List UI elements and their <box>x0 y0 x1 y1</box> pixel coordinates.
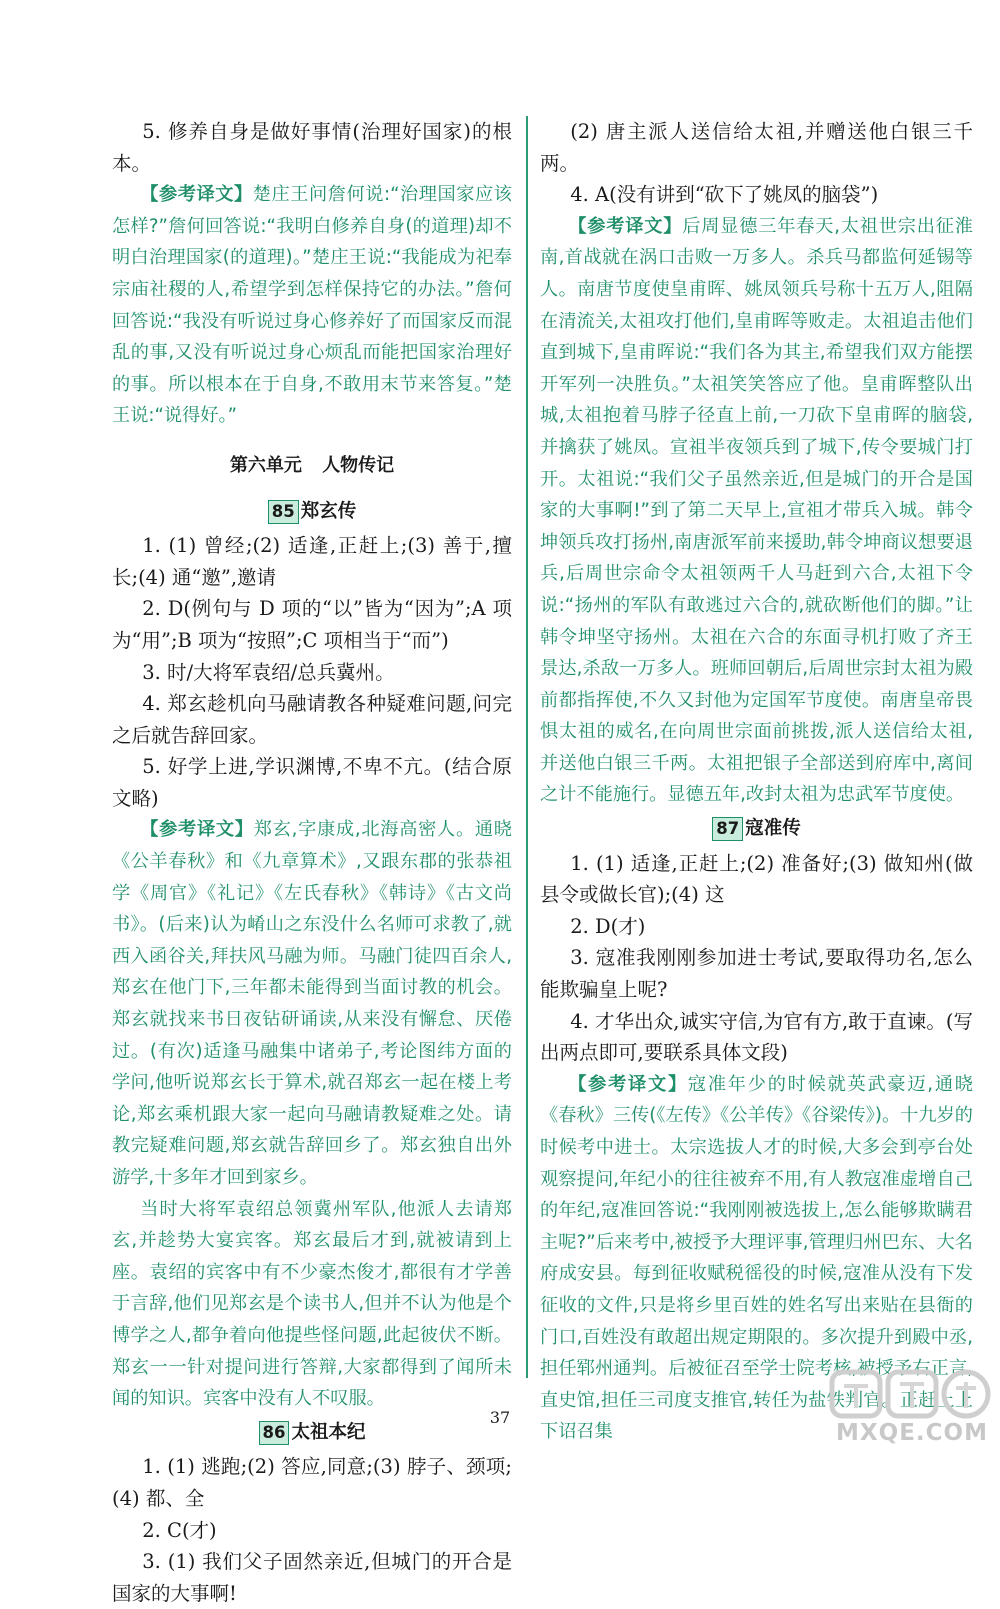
answer-item: (2) 唐主派人送信给太祖,并赠送他白银三千两。 <box>540 120 973 175</box>
section-heading-85 <box>112 496 512 528</box>
reference-translation <box>112 179 512 432</box>
reference-translation <box>540 211 973 811</box>
right-column <box>540 116 973 1448</box>
answer-item: 5. 好学上进,学识渊博,不卑不亢。(结合原文略) <box>112 755 512 810</box>
section-title: 寇准传 <box>745 818 801 840</box>
section-number-badge: 87 <box>712 817 743 841</box>
answer-item: 3. (1) 我们父子固然亲近,但城门的开合是国家的大事啊! <box>112 1550 512 1605</box>
answer-item: 4. 才华出众,诚实守信,为官有方,敢于直谏。(写出两点即可,要联系具体文段) <box>540 1009 973 1065</box>
translation-tag: 【参考译文】 <box>140 819 254 841</box>
translation-text: 楚庄王问詹何说:“治理国家应该怎样?”詹何回答说:“我明白修养自身(的道理)却不明白治理国家(的道理)。”楚庄王说:“我能成为祀奉宗庙社稷的人,希望学到怎样保持它的办法。”詹何回答说:“我没有听说过身心修养好了而国家反而混乱的事,又没有听说过身心烦乱而能把国家治理好的事。所以根本在于自身,不敢用末节来答复。”楚王说:“说得好。” <box>112 184 512 427</box>
translation-text: 郑玄,字康成,北海高密人。通晓《公羊春秋》和《九章算术》,又跟东郡的张恭祖学《周官》《礼记》《左氏春秋》《韩诗》《古文尚书》。(后来)认为崤山之东没什么名师可求教了,就西入函谷关,拜扶风马融为师。马融门徒四百余人,郑玄在他门下,三年都未能得到当面讨教的机会。郑玄就找来书日夜钻研诵读,从来没有懈怠、厌倦过。(有次)适逢马融集中诸弟子,考论图纬方面的学问,他听说郑玄长于算术,就召郑玄一起在楼上考论,郑玄乘机跟大家一起向马融请教疑难之处。请教完疑难问题,郑玄就告辞回乡了。郑玄独自出外游学,十多年才回到家乡。 <box>112 819 512 1188</box>
section-heading-87 <box>540 813 973 845</box>
watermark-text: MXQE.COM <box>836 1420 988 1446</box>
answer-item: 1. (1) 逃跑;(2) 答应,同意;(3) 脖子、颈项;(4) 都、全 <box>112 1455 512 1510</box>
answer-item: 3. 时/大将军袁绍/总兵冀州。 <box>142 660 395 684</box>
translation-tag: 【参考译文】 <box>568 215 683 237</box>
page-number: 37 <box>489 1408 511 1427</box>
answer-item: 2. D(例句与 D 项的“以”皆为“因为”;A 项为“用”;B 项为“按照”;C 项相当于“而”) <box>112 597 512 652</box>
reference-translation <box>112 814 512 1193</box>
translation-tag: 【参考译文】 <box>140 184 253 206</box>
unit-title: 第六单元 人物传记 <box>229 454 395 476</box>
section-number-badge: 85 <box>268 500 299 524</box>
answer-item: 4. 郑玄趁机向马融请教各种疑难问题,问完之后就告辞回家。 <box>112 692 512 747</box>
answer-item: 2. C(才) <box>142 1518 217 1542</box>
answer-item: 1. (1) 适逢,正赶上;(2) 准备好;(3) 做知州(做县令或做长官);(4) 这 <box>540 851 973 907</box>
translation-paragraph: 当时大将军袁绍总领冀州军队,他派人去请郑玄,并趁势大宴宾客。郑玄最后才到,就被请到上座。袁绍的宾客中有不少豪杰俊才,都很有才学善于言辞,他们见郑玄是个读书人,但并不认为他是个博学之人,都争着向他提些怪问题,此起彼伏不断。郑玄一一针对提问进行答辩,大家都得到了闻所未闻的知识。宾客中没有人不叹服。 <box>112 1198 512 1410</box>
section-title: 郑玄传 <box>300 500 357 522</box>
left-column <box>112 116 512 1609</box>
section-number-badge: 86 <box>259 1421 290 1445</box>
translation-text: 后周显德三年春天,太祖世宗出征淮南,首战就在涡口击败一万多人。杀兵马都监何延锡等人。南唐节度使皇甫晖、姚凤领兵号称十五万人,阻隔在清流关,太祖攻打他们,皇甫晖等败走。太祖追击他们直到城下,皇甫晖说:“我们各为其主,希望我们双方能摆开军列一决胜负。”太祖笑笑答应了他。皇甫晖整队出城,太祖抱着马脖子径直上前,一刀砍下皇甫晖的脑袋,并擒获了姚凤。宣祖半夜领兵到了城下,传令要城门打开。太祖说:“我们父子虽然亲近,但是城门的开合是国家的大事啊!”到了第二天早上,宣祖才带兵入城。韩令坤领兵攻打扬州,南唐派军前来援助,韩令坤商议想要退兵,后周世宗命令太祖领两千人马赶到六合,太祖下令说:“扬州的军队有敢逃过六合的,就砍断他们的脚。”让韩令坤坚守扬州。太祖在六合的东面寻机打败了齐王景达,杀敌一万多人。班师回朝后,后周世宗封太祖为殿前都指挥使,不久又封他为定国军节度使。南唐皇帝畏惧太祖的威名,在向周世宗面前挑拨,派人送信给太祖,并送他白银三千两。太祖把银子全部送到府库中,离间之计不能施行。显德五年,改封太祖为忠武军节度使。 <box>540 215 973 806</box>
answer-item: 4. A(没有讲到“砍下了姚凤的脑袋”) <box>570 183 879 207</box>
translation-text: 寇准年少的时候就英武豪迈,通晓《春秋》三传(《左传》《公羊传》《谷梁传》)。十九岁的时候考中进士。太宗选拔人才的时候,大多会到亭台处观察提问,年纪小的往往被弃不用,有人教寇准虚增自己的年纪,寇准回答说:“我刚刚被选拔上,怎么能够欺瞒君主呢?”后来考中,被授予大理评事,管理归州巴东、大名府成安县。每到征收赋税徭役的时候,寇准从没有下发征收的文件,只是将乡里百姓的姓名写出来贴在县衙的门口,百姓没有敢超出规定期限的。多次提升到殿中丞,担任郓州通判。后被征召至学士院考核,被授予右正言,直史馆,担任三司度支推官,转任为盐铁判官。正赶上上下诏召集 <box>540 1073 973 1443</box>
column-divider <box>526 116 528 1378</box>
answer-item: 2. D(才) <box>570 914 646 938</box>
answer-item: 5. 修养自身是做好事情(治理好国家)的根本。 <box>112 120 512 175</box>
answer-item: 3. 寇准我刚刚参加进士考试,要取得功名,怎么能欺骗皇上呢? <box>540 946 973 1002</box>
section-title: 太祖本纪 <box>291 1421 366 1443</box>
translation-tag: 【参考译文】 <box>568 1073 688 1095</box>
answer-item: 1. (1) 曾经;(2) 适逢,正赶上;(3) 善于,擅长;(4) 通“邀”,邀请 <box>112 534 512 589</box>
